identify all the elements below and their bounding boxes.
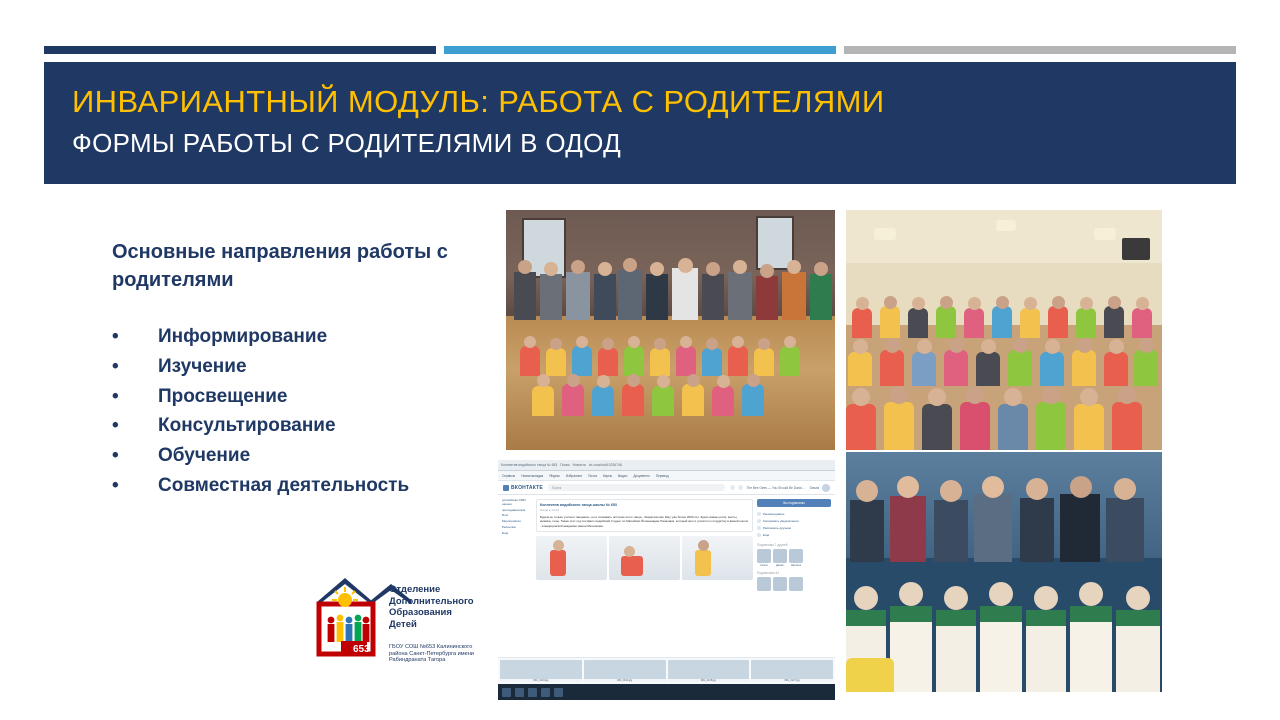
subscriber-item[interactable] bbox=[757, 577, 771, 591]
photo-group-scene bbox=[846, 452, 1162, 692]
friend-name: Наталья bbox=[790, 563, 802, 567]
list-item bbox=[112, 412, 482, 441]
user-name-label: Ольга bbox=[809, 485, 819, 490]
vk-left-nav[interactable] bbox=[502, 499, 532, 591]
bookmark-item[interactable]: Новая вкладка bbox=[521, 473, 544, 478]
vk-logo[interactable] bbox=[503, 485, 543, 491]
vk-page bbox=[498, 460, 835, 700]
vk-logo-icon bbox=[503, 485, 509, 491]
bullet-marker-icon: • bbox=[112, 385, 119, 407]
speaker-icon bbox=[1122, 238, 1150, 260]
post-photo[interactable] bbox=[609, 536, 680, 580]
list-item-label: Информирование bbox=[158, 325, 328, 347]
subscriber-item[interactable] bbox=[789, 577, 803, 591]
photo-group bbox=[846, 452, 1162, 692]
top-bar-blue bbox=[444, 46, 836, 54]
player-track-label: The Bee Gees — You Should Be Danci... bbox=[746, 485, 805, 490]
friends-list[interactable] bbox=[757, 549, 831, 567]
odod-logo bbox=[311, 562, 486, 670]
action-label: Рекомендовать bbox=[763, 511, 785, 516]
list-item bbox=[112, 383, 482, 412]
audience-row bbox=[846, 386, 1162, 450]
post-text: Будем не только учиться танцевать, но и познавать историю этого танца - бхаратнатьям. Ему уже более 2000 лет. Здесь важны ритм, жесты, мимика, позы. Также этот год поставил индийский студент из Малайзии Йогананадан Паначарм, который жил и учился по госудрству в вашей школе - в медицинской академии имени Мечникова. bbox=[540, 515, 749, 528]
adults-row bbox=[846, 476, 1162, 562]
download-thumb[interactable] bbox=[751, 660, 833, 682]
media-icon[interactable] bbox=[554, 688, 563, 697]
action-item[interactable] bbox=[757, 517, 831, 524]
lead-paragraph: Основные направления работы с родителями bbox=[112, 241, 448, 292]
top-decorative-bars bbox=[44, 46, 1236, 54]
action-label: Рассказать друзьям bbox=[763, 525, 791, 530]
photo-audience bbox=[846, 210, 1162, 450]
browser-tab-label[interactable]: Поиск bbox=[560, 463, 570, 467]
nav-item[interactable]: Мероприятия bbox=[502, 519, 521, 523]
list-item bbox=[112, 472, 482, 501]
browser-tab-bar[interactable] bbox=[498, 460, 835, 471]
nav-item[interactable]: преподавателем bbox=[502, 507, 526, 512]
odod-logo-line-1: Отделение bbox=[389, 584, 441, 595]
odod-logo-number: 653 bbox=[353, 644, 370, 655]
post-photo[interactable] bbox=[536, 536, 607, 580]
browser-tab-label[interactable]: Новости bbox=[572, 463, 586, 467]
subscriber-avatar[interactable] bbox=[789, 577, 803, 591]
lamp-icon bbox=[996, 220, 1016, 231]
children-row bbox=[846, 562, 1162, 692]
taskbar[interactable] bbox=[498, 684, 835, 700]
vk-header bbox=[498, 481, 835, 495]
download-filename: IMG_0123.jpg bbox=[500, 679, 582, 682]
bookmark-item[interactable]: Сервисы bbox=[502, 473, 516, 478]
vk-right-column bbox=[757, 499, 831, 591]
download-filename: IMG_0127.jpg bbox=[751, 679, 833, 682]
seated-children-row bbox=[506, 336, 835, 376]
subscriber-avatar[interactable] bbox=[757, 577, 771, 591]
friend-item[interactable] bbox=[757, 549, 771, 567]
nav-item[interactable]: Блог bbox=[502, 513, 509, 518]
vk-logo-label: ВКОНТАКТЕ bbox=[511, 484, 543, 491]
play-icon[interactable] bbox=[730, 485, 735, 490]
avatar[interactable] bbox=[822, 484, 830, 492]
start-icon[interactable] bbox=[502, 688, 511, 697]
action-item[interactable] bbox=[757, 532, 831, 539]
friend-item[interactable] bbox=[789, 549, 803, 567]
photo-audience-scene bbox=[846, 210, 1162, 450]
search-input[interactable]: Поиск bbox=[548, 484, 726, 491]
lamp-icon bbox=[1094, 228, 1116, 240]
photo-vk bbox=[498, 460, 835, 700]
friend-avatar[interactable] bbox=[757, 549, 771, 563]
post-title[interactable]: Коллектив индийского танца школы № 653 bbox=[540, 503, 617, 507]
list-item bbox=[112, 353, 482, 382]
bookmark-item[interactable]: Яндекс bbox=[549, 473, 560, 478]
nav-item[interactable]: Ещё bbox=[502, 530, 509, 535]
subscribers-list[interactable] bbox=[757, 577, 831, 591]
friend-avatar[interactable] bbox=[773, 549, 787, 563]
list-item-label: Совместная деятельность bbox=[158, 475, 410, 497]
share-icon bbox=[757, 526, 761, 530]
friends-subscribed-title: Подписаны 7 друзей bbox=[757, 542, 788, 547]
friend-item[interactable] bbox=[773, 549, 787, 567]
action-item[interactable] bbox=[757, 524, 831, 531]
action-label: Копировать уведомления bbox=[763, 518, 799, 523]
ellipsis-icon bbox=[757, 533, 761, 537]
post-timestamp: вчера в 14:14 bbox=[540, 508, 559, 512]
nav-item[interactable]: Рассылка bbox=[502, 524, 516, 529]
slide-title-band bbox=[44, 62, 1236, 184]
list-item-label: Обучение bbox=[158, 445, 251, 467]
bullet-marker-icon: • bbox=[112, 325, 119, 347]
download-thumb[interactable] bbox=[500, 660, 582, 682]
content-text-column bbox=[112, 238, 482, 502]
seated-children-row bbox=[506, 374, 835, 416]
download-filename: IMG_0125.jpg bbox=[668, 679, 750, 682]
bullet-marker-icon: • bbox=[112, 445, 119, 467]
word-icon[interactable] bbox=[541, 688, 550, 697]
friend-name: Денис bbox=[776, 563, 784, 567]
star-icon bbox=[757, 512, 761, 516]
bullet-marker-icon: • bbox=[112, 475, 119, 497]
browser-tab-label[interactable]: Коллектив индийского танца № 653 bbox=[501, 463, 558, 467]
odod-logo-line-2: Дополнительного bbox=[389, 595, 474, 607]
subscribe-button[interactable]: Вы подписаны bbox=[757, 499, 831, 507]
vk-body bbox=[498, 495, 835, 595]
folder-icon[interactable] bbox=[528, 688, 537, 697]
bookmark-item[interactable]: Видео bbox=[618, 473, 628, 478]
audio-player[interactable] bbox=[730, 485, 804, 490]
bookmark-item[interactable]: Карты bbox=[602, 473, 613, 478]
post-photo-grid[interactable] bbox=[536, 536, 753, 580]
bookmark-item[interactable]: Документы bbox=[633, 473, 650, 478]
odod-logo-line-4: Детей bbox=[389, 618, 417, 630]
slide-subtitle: ФОРМЫ РАБОТЫ С РОДИТЕЛЯМИ В ОДОД bbox=[72, 128, 622, 158]
odod-logo-line-3: Образования bbox=[389, 607, 452, 619]
bookmark-item[interactable]: Почта bbox=[588, 473, 597, 478]
next-icon[interactable] bbox=[738, 485, 743, 490]
action-item[interactable] bbox=[757, 510, 831, 517]
browser-icon[interactable] bbox=[515, 688, 524, 697]
download-filename: IMG_0124.jpg bbox=[584, 679, 666, 682]
list-item bbox=[112, 323, 482, 352]
bullet-marker-icon: • bbox=[112, 355, 119, 377]
download-thumb[interactable] bbox=[668, 660, 750, 682]
bell-icon bbox=[757, 519, 761, 523]
lamp-icon bbox=[874, 228, 896, 240]
browser-address[interactable]: vk.com/club10236746 bbox=[588, 463, 622, 467]
user-menu[interactable] bbox=[810, 484, 830, 492]
nav-item[interactable]: российская СМИ нашего bbox=[502, 498, 526, 506]
directions-list bbox=[112, 323, 482, 501]
friend-avatar[interactable] bbox=[789, 549, 803, 563]
standing-crowd bbox=[506, 258, 835, 320]
photo-hall-scene bbox=[506, 210, 835, 450]
audience-row bbox=[846, 338, 1162, 386]
vk-post bbox=[536, 499, 753, 532]
friend-name: Ольга bbox=[760, 563, 768, 567]
action-label: Ещё bbox=[763, 533, 770, 538]
odod-logo-text bbox=[389, 584, 485, 630]
top-bar-dark bbox=[44, 46, 436, 54]
odod-logo-subtitle: ГБОУ СОШ №653 Калининского района Санкт-Петербурга имени Рабиндраната Тагора bbox=[389, 644, 474, 664]
vk-actions-menu[interactable] bbox=[757, 510, 831, 539]
downloads-bar[interactable] bbox=[498, 657, 835, 684]
slide-title: ИНВАРИАНТНЫЙ МОДУЛЬ: РАБОТА С РОДИТЕЛЯМИ bbox=[72, 84, 885, 119]
list-item-label: Изучение bbox=[158, 355, 247, 377]
photo-hall bbox=[506, 210, 835, 450]
download-thumb[interactable] bbox=[584, 660, 666, 682]
list-item bbox=[112, 442, 482, 471]
bullet-marker-icon: • bbox=[112, 415, 119, 437]
list-item-label: Просвещение bbox=[158, 385, 288, 407]
subscriber-item[interactable] bbox=[773, 577, 787, 591]
subscribers-title: Подписчики 44 bbox=[757, 570, 779, 575]
audience-row bbox=[846, 296, 1162, 338]
post-photo[interactable] bbox=[682, 536, 753, 580]
browser-bookmarks-bar[interactable] bbox=[498, 471, 835, 481]
bookmark-item[interactable]: Избранное bbox=[565, 473, 583, 478]
subscriber-avatar[interactable] bbox=[773, 577, 787, 591]
vk-post-column bbox=[536, 499, 753, 591]
bookmark-item[interactable]: Перевод bbox=[655, 473, 669, 478]
list-item-label: Консультирование bbox=[158, 415, 336, 437]
top-bar-gray bbox=[844, 46, 1236, 54]
